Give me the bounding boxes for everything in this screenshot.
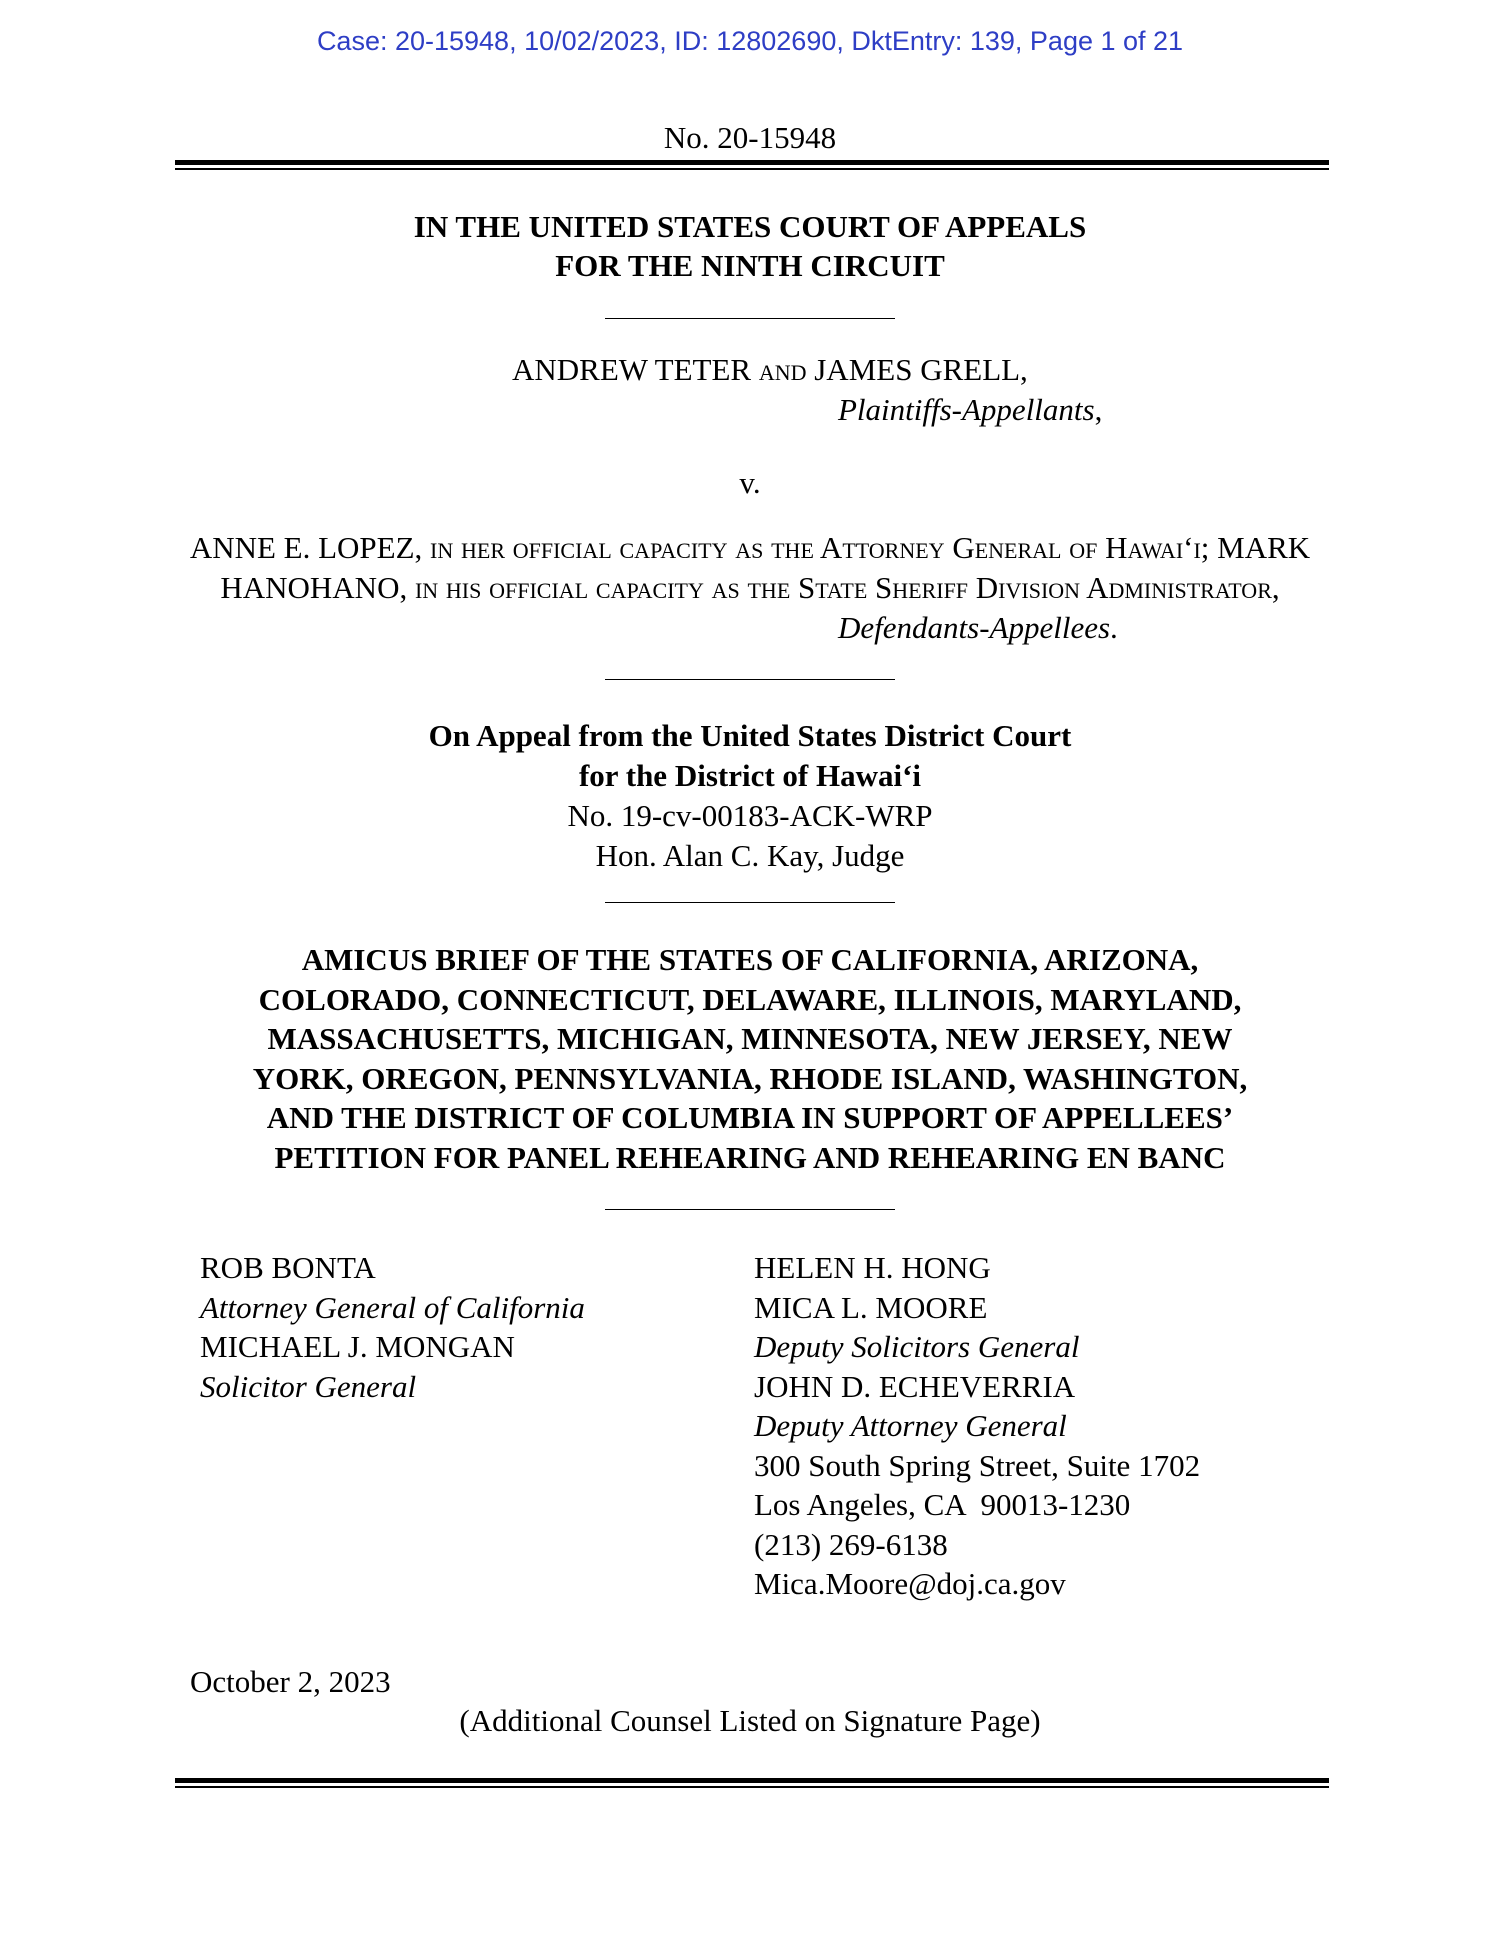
district-judge: Hon. Alan C. Kay, Judge (595, 838, 905, 873)
appeal-block (0, 716, 1500, 876)
defendants-role: Defendants-Appellees (838, 610, 1111, 645)
defendants-line-2: HANOHANO, in his official capacity as the State Sheriff Division Administrator, (220, 570, 1280, 605)
brief-title-line: MASSACHUSETTS, MICHIGAN, MINNESOTA, NEW JERSEY, NEW (267, 1021, 1233, 1056)
counsel-right-line: 300 South Spring Street, Suite 1702 (754, 1447, 1201, 1483)
brief-title-line: PETITION FOR PANEL REHEARING AND REHEARING EN BANC (274, 1139, 1226, 1175)
counsel-right-line: Deputy Attorney General (754, 1408, 1067, 1443)
counsel-right-line: Deputy Solicitors General (754, 1329, 1080, 1364)
court-line-1: IN THE UNITED STATES COURT OF APPEALS (413, 209, 1087, 244)
docket-number: No. 20-15948 (663, 120, 837, 155)
counsel-left-line: Solicitor General (200, 1368, 417, 1404)
defendants-description (0, 528, 1500, 608)
defendants-role-line: Defendants-Appellees. (838, 610, 1118, 645)
plaintiffs-role: Plaintiffs-Appellants (838, 392, 1095, 427)
counsel-email: Mica.Moore@doj.ca.gov (754, 1566, 1066, 1601)
filing-date: October 2, 2023 (190, 1664, 391, 1699)
appeal-line-1: On Appeal from the United States District Court (428, 718, 1072, 753)
counsel-left-line: ROB BONTA (200, 1250, 376, 1285)
counsel-right-line: MICA L. MOORE (754, 1289, 988, 1325)
brief-title-line: YORK, OREGON, PENNSYLVANIA, RHODE ISLAND, WASHINGTON, (252, 1060, 1248, 1096)
separator-rule-2 (605, 679, 895, 680)
appeal-line-2: for the District of Hawai‘i (578, 758, 922, 793)
counsel-right-line: HELEN H. HONG (754, 1250, 991, 1285)
brief-title-line: AMICUS BRIEF OF THE STATES OF CALIFORNIA, ARIZONA, (301, 942, 1199, 977)
versus: v. (739, 465, 761, 500)
brief-title-line: COLORADO, CONNECTICUT, DELAWARE, ILLINOIS, MARYLAND, (258, 981, 1242, 1017)
counsel-left-line: Attorney General of California (200, 1289, 585, 1325)
separator-rule-4 (605, 1209, 895, 1210)
top-double-rule (175, 160, 1329, 170)
additional-counsel-note: (Additional Counsel Listed on Signature Page) (459, 1703, 1041, 1738)
plaintiffs-names: ANDREW TETER and JAMES GRELL, (512, 352, 1028, 387)
district-case-number: No. 19-cv-00183-ACK-WRP (567, 798, 933, 833)
bottom-double-rule (175, 1778, 1329, 1788)
separator-rule-3 (605, 902, 895, 903)
separator-rule-1 (605, 318, 895, 319)
court-line-2: FOR THE NINTH CIRCUIT (555, 248, 945, 283)
brief-title (0, 940, 1500, 1177)
counsel-right-column (754, 1248, 1200, 1604)
counsel-right-line: Los Angeles, CA 90013-1230 (754, 1487, 1131, 1522)
defendants-line-1: ANNE E. LOPEZ, in her official capacity as the Attorney General of Hawai‘i; MARK (189, 530, 1311, 565)
counsel-left-line: MICHAEL J. MONGAN (200, 1329, 515, 1364)
court-name (0, 207, 1500, 285)
brief-title-line: AND THE DISTRICT OF COLUMBIA IN SUPPORT OF APPELLEES’ (266, 1100, 1234, 1135)
counsel-left-column (200, 1248, 585, 1406)
ecf-header-stamp: Case: 20-15948, 10/02/2023, ID: 12802690, DktEntry: 139, Page 1 of 21 (316, 26, 1184, 56)
plaintiffs-role-line: Plaintiffs-Appellants, (838, 392, 1103, 427)
counsel-right-line: JOHN D. ECHEVERRIA (754, 1368, 1076, 1404)
counsel-right-line: (213) 269-6138 (754, 1526, 948, 1562)
